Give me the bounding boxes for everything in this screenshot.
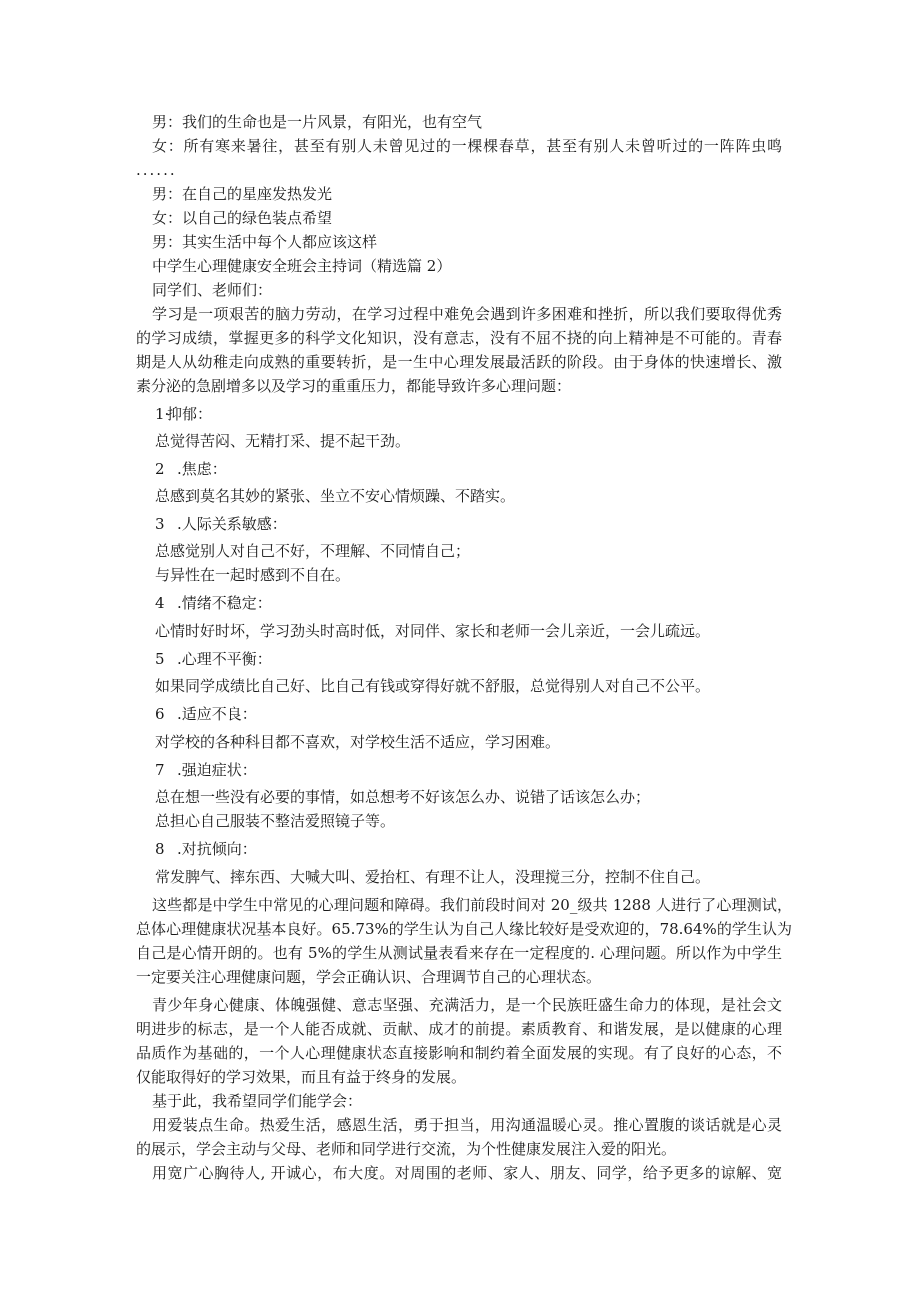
item-description: 心情时好时坏，学习劲头时高时低，对同伴、家长和老师一会儿亲近，一会儿疏远。 [155,622,711,640]
item-description: 总感觉别人对自己不好，不理解、不同情自己； [155,542,471,560]
item-title: .强迫症状： [177,761,257,779]
item-number: 6 [155,705,165,723]
greeting: 同学们、老师们： [152,281,273,299]
youth-line-2: 明进步的标志，是一个人能否成就、贡献、成才的前提。素质教育、和谐发展，是以健康的心理 [136,1020,782,1038]
item-title: 抑郁： [167,405,213,423]
survey-line-1: 这些都是中学生中常见的心理问题和障碍。我们前段时间对 20_级共 1288 人进行了心理测试， [152,896,792,914]
item-description: 如果同学成绩比自己好、比自己有钱或穿得好就不舒服，总觉得别人对自己不公平。 [155,677,711,695]
youth-line-3: 品质作为基础的，一个人心理健康状态直接影响和制约着全面发展的实现。有了良好的心态，不 [136,1044,782,1062]
item-number: 7 [155,761,165,779]
dialogue-line-3: 男：在自己的星座发热发光 [152,185,333,203]
item-description: 对学校的各种科目都不喜欢，对学校生活不适应，学习困难。 [155,733,561,751]
item-title: .适应不良： [177,705,257,723]
intro-line-1: 学习是一项艰苦的脑力劳动，在学习过程中难免会遇到许多困难和挫折，所以我们要取得优秀 [152,305,782,323]
dialogue-line-5: 男：其实生活中每个人都应该这样 [152,233,378,251]
item-title: .焦虑： [177,460,227,478]
item-title: .对抗倾向： [177,840,257,858]
dialogue-line-4: 女：以自己的绿色装点希望 [152,209,333,227]
item-number: 4 [155,594,165,612]
item-title: .心理不平衡： [177,650,272,668]
item-description: 总担心自己服装不整洁爱照镜子等。 [155,812,396,830]
item-number: 5 [155,650,165,668]
item-number: 1· [155,405,170,423]
item-description: 常发脾气、摔东西、大喊大叫、爱抬杠、有理不让人，没理搅三分，控制不住自己。 [155,868,711,886]
youth-line-1: 青少年身心健康、体魄强健、意志坚强、充满活力，是一个民族旺盛生命力的体现，是社会文 [152,996,782,1014]
item-number: 2 [155,460,165,478]
item-description: 总在想一些没有必要的事情，如总想考不好该怎么办、说错了话该怎么办； [155,788,651,806]
hope-line: 基于此，我希望同学们能学会： [152,1092,363,1110]
item-number: 8 [155,840,165,858]
intro-line-3: 期是人从幼稚走向成熟的重要转折，是一生中心理发展最活跃的阶段。由于身体的快速增长、激 [136,353,782,371]
item-title: .人际关系敏感： [177,515,287,533]
dialogue-line-2-continuation: ...... [136,161,177,179]
intro-line-4: 素分泌的急剧增多以及学习的重重压力，都能导致许多心理问题： [136,377,572,395]
youth-line-4: 仅能取得好的学习效果，而且有益于终身的发展。 [136,1068,467,1086]
survey-line-4: 一定要关注心理健康问题，学会正确认识、合理调节自己的心理状态。 [136,968,602,986]
section-heading: 中学生心理健康安全班会主持词（精选篇 2） [152,257,452,275]
dialogue-line-2: 女：所有寒来暑往，甚至有别人未曾见过的一棵棵春草，甚至有别人未曾听过的一阵阵虫鸣 [152,137,782,155]
intro-line-2: 的学习成绩，掌握更多的科学文化知识，没有意志，没有不屈不挠的向上精神是不可能的。青春 [136,329,782,347]
item-description: 与异性在一起时感到不自在。 [155,566,351,584]
item-description: 总觉得苦闷、无精打采、提不起干劲。 [155,432,411,450]
tolerance-line-1: 用宽广心胸待人, 开诚心，布大度。对周围的老师、家人、朋友、同学，给予更多的谅解、宽 [152,1164,782,1182]
item-number: 3 [155,515,165,533]
dialogue-line-1: 男：我们的生命也是一片风景，有阳光，也有空气 [152,113,483,131]
survey-line-3: 自己是心情开朗的。也有 5%的学生从测试量表看来存在一定程度的. 心理问题。所以作为中学生 [136,944,782,962]
survey-line-2: 总体心理健康状况基本良好。65.73%的学生认为自己人缘比较好是受欢迎的，78.64%的学生认为 [136,920,792,938]
love-line-2: 的展示，学会主动与父母、老师和同学进行交流，为个性健康发展注入爱的阳光。 [136,1140,677,1158]
love-line-1: 用爱装点生命。热爱生活，感恩生活，勇于担当，用沟通温暖心灵。推心置腹的谈话就是心灵 [152,1116,782,1134]
item-description: 总感到莫名其妙的紧张、坐立不安心情烦躁、不踏实。 [155,487,516,505]
item-title: .情绪不稳定： [177,594,272,612]
